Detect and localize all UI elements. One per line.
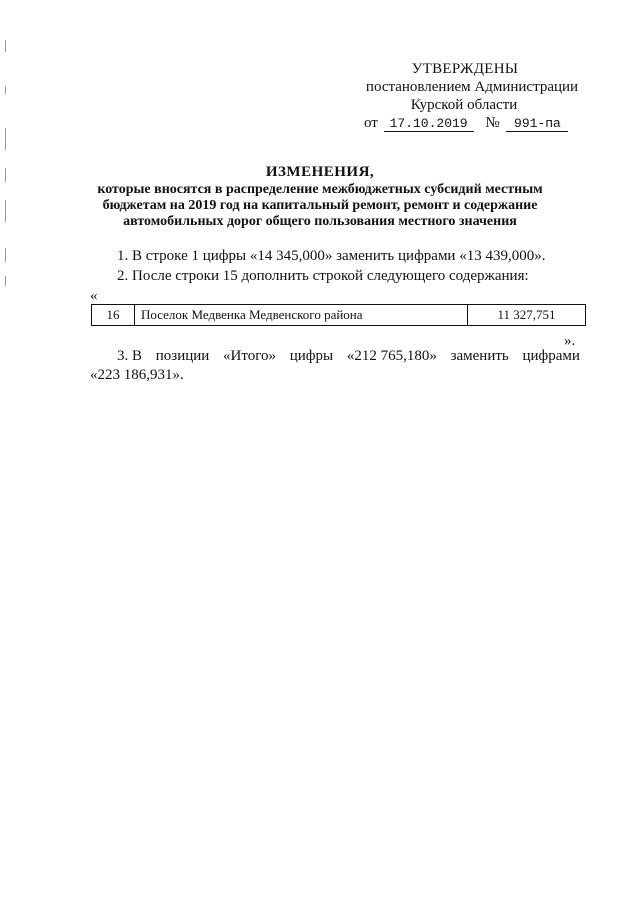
approval-number: 991-па bbox=[506, 116, 568, 132]
table-row bbox=[92, 305, 586, 326]
approval-block bbox=[340, 60, 590, 132]
p3-word: «Итого» bbox=[223, 348, 277, 364]
quote-close: ». bbox=[564, 333, 576, 349]
approval-line-region: Курской области bbox=[410, 97, 518, 113]
heading-line-2: которые вносятся в распределение межбюджетных субсидий местным bbox=[97, 182, 543, 197]
heading-title: ИЗМЕНЕНИЯ, bbox=[265, 164, 375, 180]
heading-line-4: автомобильных дорог общего пользования местного значения bbox=[123, 214, 517, 229]
p3-word: 3. В bbox=[117, 348, 143, 364]
quote-open: « bbox=[90, 288, 98, 304]
row-value: 11 327,751 bbox=[468, 305, 586, 326]
approval-title: УТВЕРЖДЕНЫ bbox=[411, 61, 519, 77]
p3-word: цифрами bbox=[522, 348, 580, 364]
paragraph-1: 1. В строке 1 цифры «14 345,000» заменить цифрами «13 439,000». bbox=[117, 248, 546, 264]
scan-edge-marks bbox=[5, 40, 7, 300]
p3-word: заменить bbox=[450, 348, 509, 364]
paragraph-3 bbox=[90, 347, 580, 385]
row-name: Поселок Медвенка Медвенского района bbox=[135, 305, 468, 326]
p3-word: цифры bbox=[289, 348, 334, 364]
row-number: 16 bbox=[92, 305, 135, 326]
inserted-row-table bbox=[91, 304, 586, 326]
approval-date-line bbox=[340, 114, 590, 132]
heading-line-3: бюджетам на 2019 год на капитальный ремонт, ремонт и содержание bbox=[102, 198, 538, 213]
document-heading bbox=[80, 164, 560, 230]
p3-word: «212 765,180» bbox=[346, 348, 437, 364]
p3-word: позиции bbox=[155, 348, 210, 364]
paragraph-3-line-2: «223 186,931». bbox=[90, 367, 184, 383]
approval-line-resolution: постановлением Администрации bbox=[365, 79, 579, 95]
paragraph-2: 2. После строки 15 дополнить строкой следующего содержания: bbox=[117, 268, 529, 284]
date-prefix: от bbox=[364, 115, 378, 131]
number-sign: № bbox=[485, 115, 500, 131]
paragraph-3-line-1 bbox=[90, 347, 580, 366]
approval-date: 17.10.2019 bbox=[384, 116, 474, 132]
